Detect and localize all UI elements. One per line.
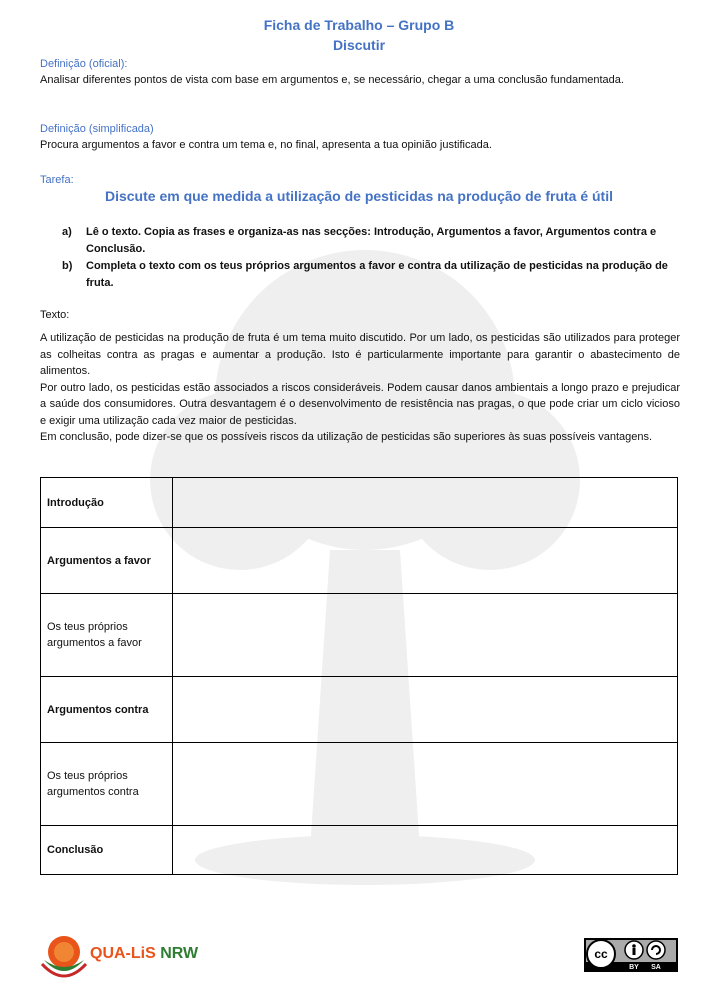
- qualis-logo-text: [90, 944, 198, 964]
- task-item-marker: b): [62, 260, 73, 272]
- row-label: Argumentos a favor: [41, 528, 173, 594]
- definition-official-text: Analisar diferentes pontos de vista com base em argumentos e, se necessário, chegar a uma conclusão fundamentada.: [40, 74, 624, 86]
- task-list: [62, 224, 682, 292]
- task-title: Discute em que medida a utilização de pesticidas na produção de fruta é útil: [104, 188, 613, 204]
- task-label: Tarefa:: [40, 174, 74, 186]
- row-label: Os teus próprios argumentos a favor: [41, 594, 173, 677]
- task-item-marker: a): [62, 226, 72, 238]
- text-label: Texto:: [40, 309, 70, 321]
- task-item: [62, 224, 682, 257]
- task-item-text: Completa o texto com os teus próprios argumentos a favor e contra da utilização de pesticidas na produção de fruta.: [86, 260, 668, 289]
- table-row: [41, 743, 678, 826]
- license-by-text: BY: [629, 964, 639, 971]
- answer-cell-proprios-contra[interactable]: [173, 743, 678, 826]
- table-row: [41, 528, 678, 594]
- text-paragraph: Por outro lado, os pesticidas estão associados a riscos consideráveis. Podem causar danos ambientais a longo prazo e prejudicar a saúde dos consumidores. Outra desvantagem é o desenvolvimento de resistência nas pragas, o que pode criar um ciclo vicioso e exigir uma utilização cada vez maior de pesticidas.: [40, 381, 680, 427]
- table-row: [41, 594, 678, 677]
- license-sa-text: SA: [651, 964, 661, 971]
- row-label: Introdução: [41, 478, 173, 528]
- answer-cell-introducao[interactable]: [173, 478, 678, 528]
- answer-cell-proprios-a-favor[interactable]: [173, 594, 678, 677]
- cc-text: cc: [594, 947, 608, 961]
- creative-commons-by-sa-icon: [584, 938, 678, 972]
- answer-table: [40, 477, 678, 875]
- row-label: Conclusão: [41, 826, 173, 875]
- definition-simplified-text: Procura argumentos a favor e contra um tema e, no final, apresenta a tua opinião justificada.: [40, 139, 492, 151]
- qualis-logo-icon: [40, 932, 90, 978]
- row-label: Argumentos contra: [41, 677, 173, 743]
- row-label: Os teus próprios argumentos contra: [41, 743, 173, 826]
- text-paragraph: Em conclusão, pode dizer-se que os possíveis riscos da utilização de pesticidas são superiores às suas possíveis vantagens.: [40, 431, 653, 443]
- task-item: [62, 258, 682, 291]
- table-row: [41, 677, 678, 743]
- answer-cell-conclusao[interactable]: [173, 826, 678, 875]
- source-text: [40, 330, 680, 446]
- definition-official-label: Definição (oficial):: [40, 58, 128, 70]
- task-item-text: Lê o texto. Copia as frases e organiza-as nas secções: Introdução, Argumentos a favor, Argumentos contra e Conclusão.: [86, 226, 657, 255]
- answer-cell-argumentos-a-favor[interactable]: [173, 528, 678, 594]
- definition-simplified-label: Definição (simplificada): [40, 123, 154, 135]
- worksheet-title: Ficha de Trabalho – Grupo B: [263, 17, 455, 33]
- text-paragraph: A utilização de pesticidas na produção de fruta é um tema muito discutido. Por um lado, os pesticidas são utilizados para proteger as colheitas contra as pragas e aumentar a produção. Isto é particularmente importante para garantir o abastecimento de alimentos.: [40, 332, 680, 377]
- logo-text-part: NRW: [160, 945, 199, 962]
- answer-cell-argumentos-contra[interactable]: [173, 677, 678, 743]
- table-row: [41, 478, 678, 528]
- table-row: [41, 826, 678, 875]
- logo-text-part: QUA-LiS: [90, 945, 156, 962]
- worksheet-subtitle: Discutir: [332, 37, 386, 53]
